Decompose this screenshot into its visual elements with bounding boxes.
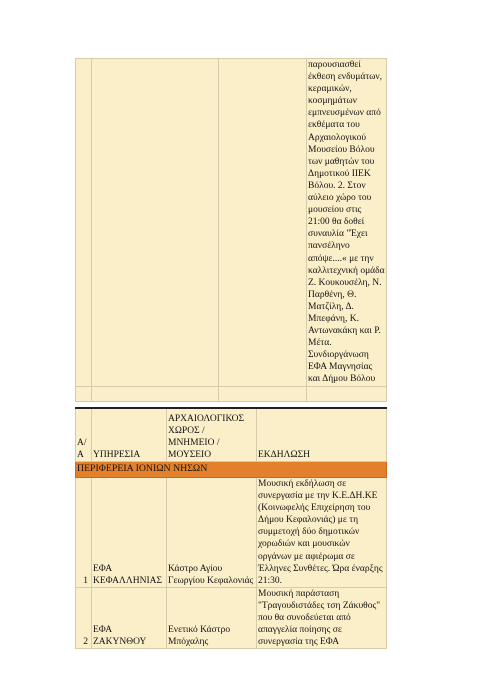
cell-site bbox=[219, 59, 307, 387]
header-service: ΥΠΗΡΕΣΙΑ bbox=[92, 408, 167, 462]
cell-num: 2 bbox=[76, 587, 92, 648]
cell-num: 1 bbox=[76, 478, 92, 588]
cell-event: Μουσική παράσταση "Τραγουδιστάδες τση Ζάκυθος" που θα συνοδεύεται από απαγγελία ποίησης σε συνεργασία της ΕΦΑ bbox=[257, 587, 387, 648]
table-header-row bbox=[76, 408, 387, 462]
bottom-table bbox=[75, 407, 387, 649]
region-row bbox=[76, 462, 387, 478]
table-row bbox=[76, 59, 387, 387]
cell-event: Μουσική εκδήλωση σε συνεργασία με την Κ.Ε.ΔΗ.ΚΕ (Κοινωφελής Επιχείρηση του Δήμου Κεφαλονιάς) με τη συμμετοχή δύο δημοτικών χορωδιών και μουσικών οργάνων με αφιέρωμα σε Έλληνες Συνθέτες. Ώρα έναρξης 21:30. bbox=[257, 478, 387, 588]
region-label: ΠΕΡΙΦΕΡΕΙΑ ΙΟΝΙΩΝ ΝΗΣΩΝ bbox=[76, 462, 387, 478]
header-num: Α/Α bbox=[76, 408, 92, 462]
cell-event: παρουσιασθεί έκθεση ενδυμάτων, κεραμικών, κοσμημάτων εμπνευσμένων από εκθέματα του Αρχαιολογικού Μουσείου Βόλου των μαθητών του Δημοτικού ΙΙΕΚ Βόλου. 2. Στον αύλειο χώρο του μουσείου στις 21:00 θα δοθεί συναυλία "Έχει πανσέληνο απόψε....« με την καλλιτεχνική ομάδα Ζ. Κουκουσέλη, Ν. Παρθένη, Θ. Ματζίλη, Δ. Μπεφάνη, Κ. Αντωνακάκη και Ρ. Μέτα. Συνδιοργάνωση ΕΦΑ Μαγνησίας και Δήμου Βόλου bbox=[308, 60, 385, 385]
cell-site: Ενετικό Κάστρο Μπόχαλης bbox=[167, 587, 257, 648]
table-row bbox=[76, 386, 387, 401]
cell-service: ΕΦΑ ΚΕΦΑΛΛΗΝΙΑΣ bbox=[92, 478, 167, 588]
table-row bbox=[76, 478, 387, 588]
header-site: ΑΡΧΑΙΟΛΟΓΙΚΟΣ ΧΩΡΟΣ / ΜΝΗΜΕΙΟ / ΜΟΥΣΕΙΟ bbox=[167, 408, 257, 462]
cell-num bbox=[76, 59, 92, 387]
table-row bbox=[76, 587, 387, 648]
cell-service bbox=[92, 59, 219, 387]
top-table bbox=[75, 58, 387, 402]
cell-service: ΕΦΑ ΖΑΚΥΝΘΟΥ bbox=[92, 587, 167, 648]
cell-site: Κάστρο Αγίου Γεωργίου Κεφαλονιάς bbox=[167, 478, 257, 588]
header-event: ΕΚΔΗΛΩΣΗ bbox=[257, 408, 387, 462]
